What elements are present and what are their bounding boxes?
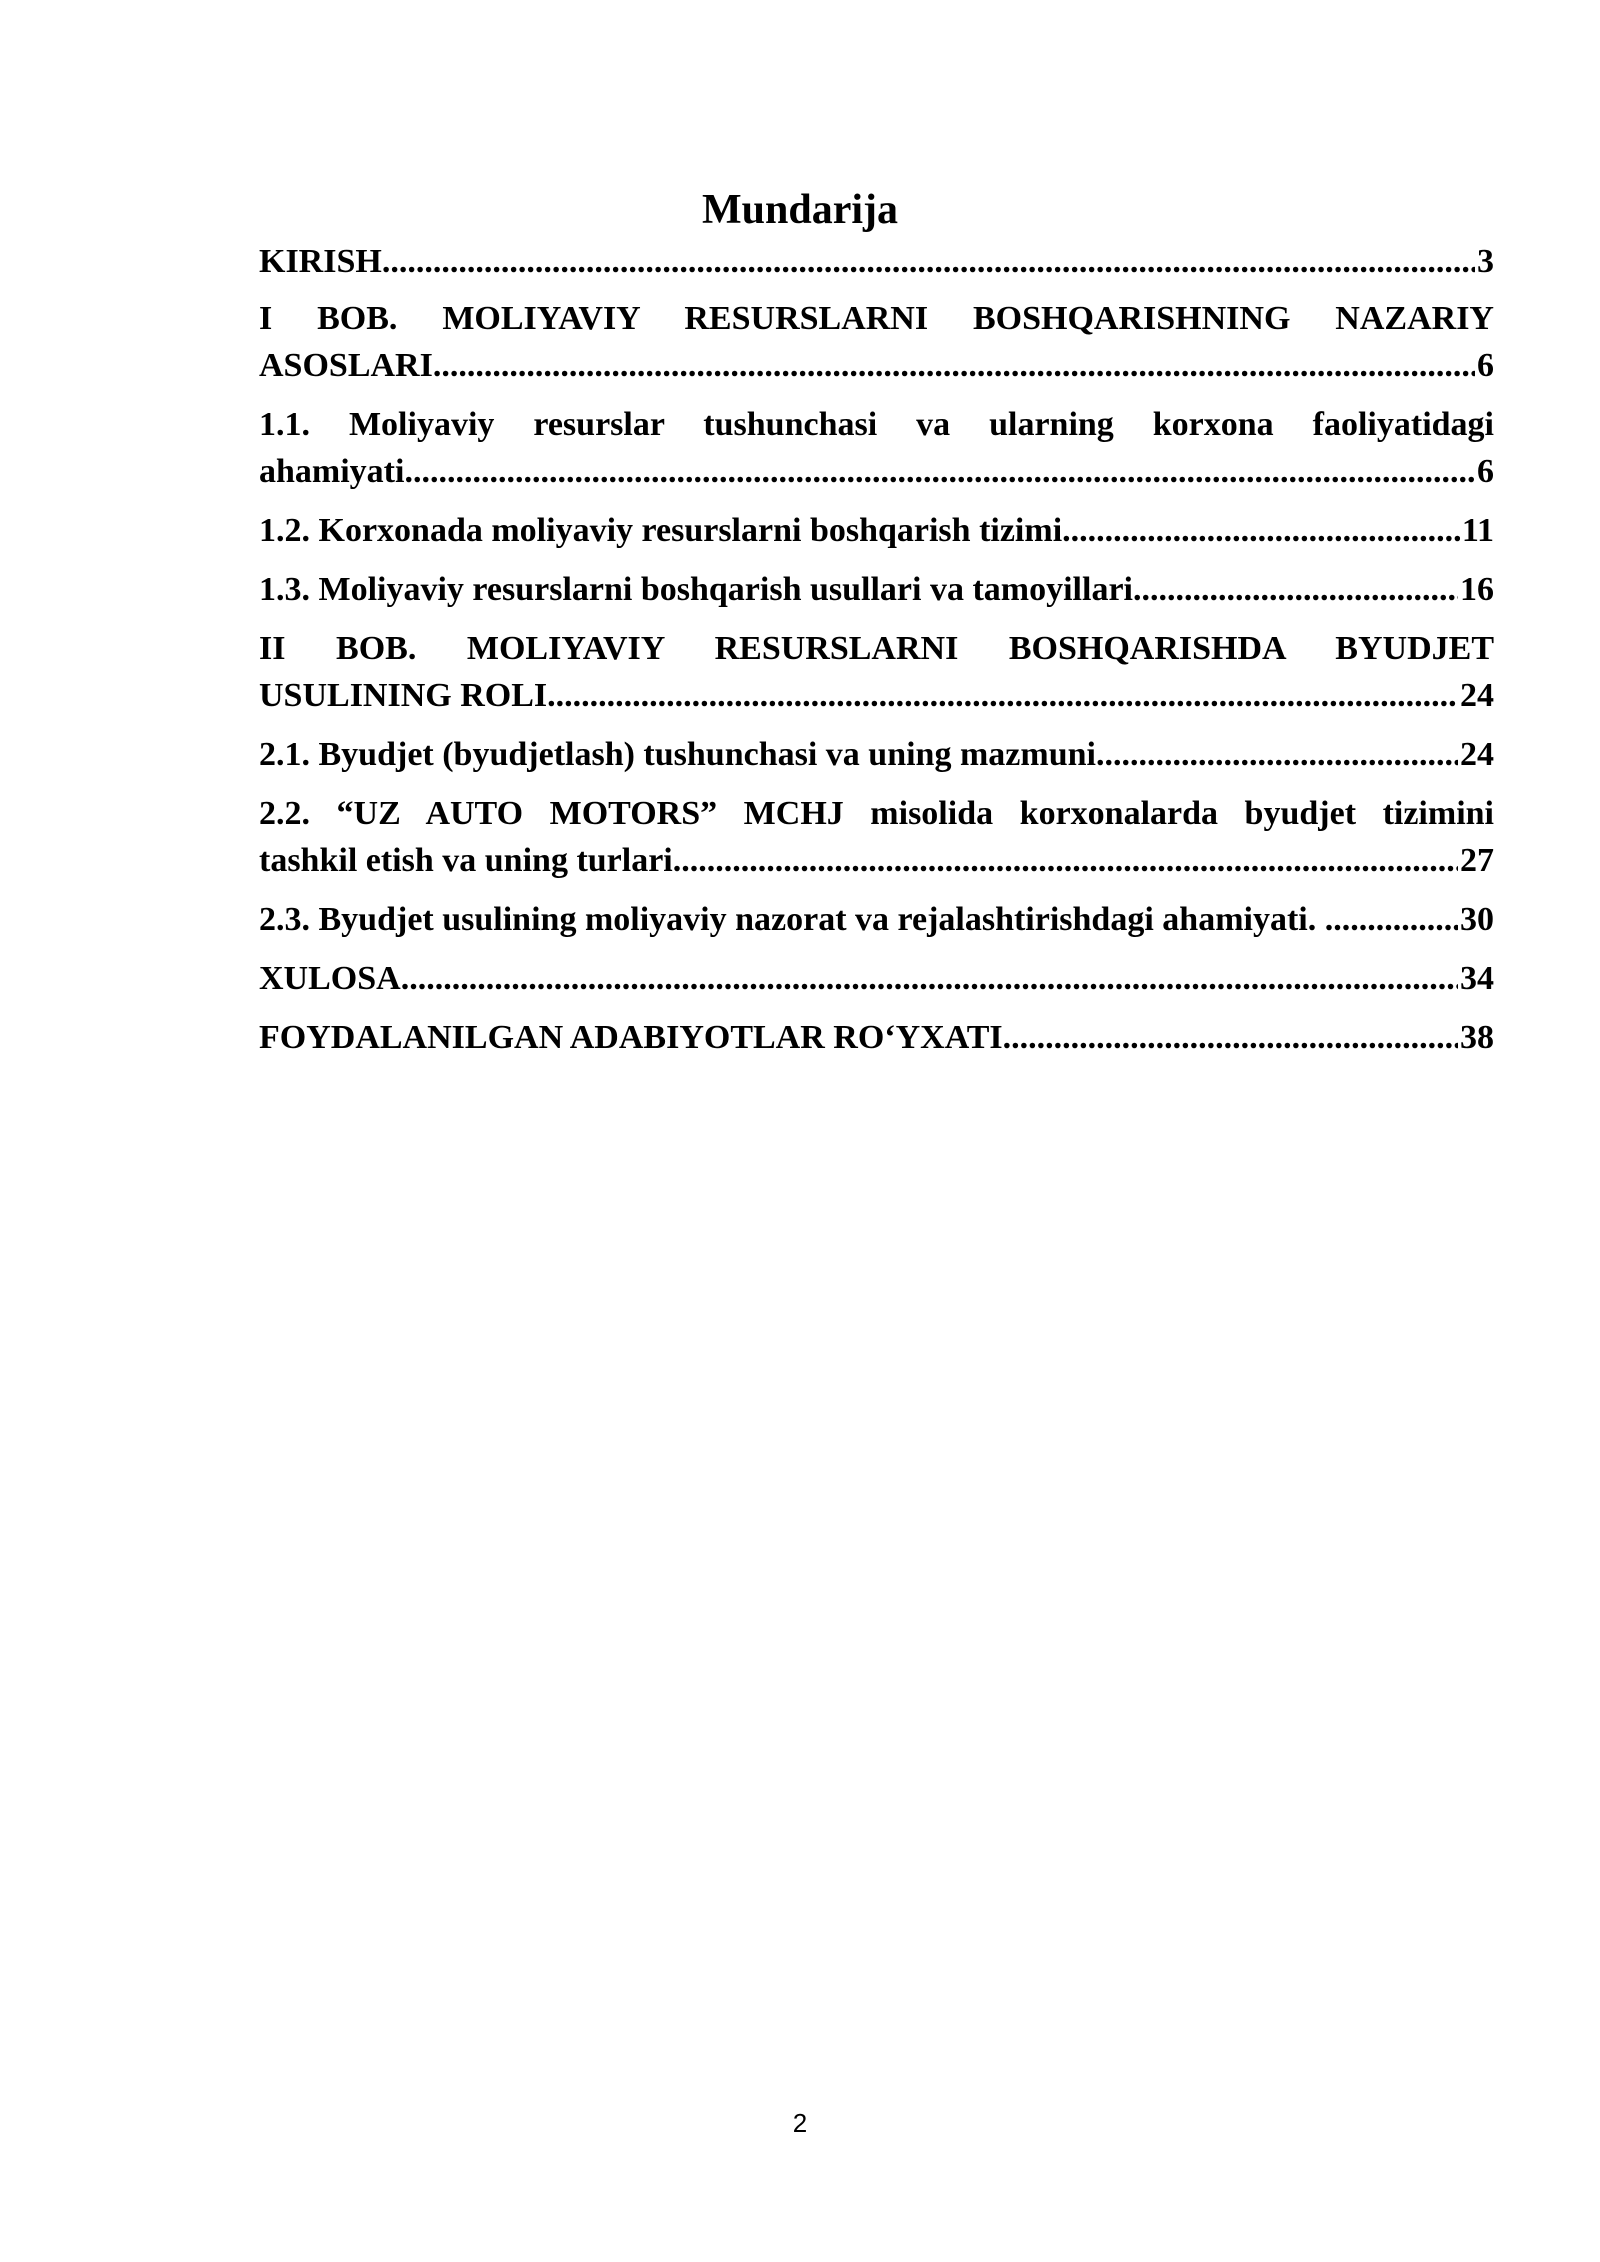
toc-entry-1-1[interactable] xyxy=(259,401,1494,495)
dot-leader xyxy=(401,955,1458,1002)
toc-page-number: 30 xyxy=(1460,901,1494,938)
dot-leader xyxy=(404,448,1475,495)
toc-entry-chapter-1[interactable] xyxy=(259,295,1494,389)
toc-entry-text-line: 1.1. Moliyaviy resurslar tushunchasi va ularning korxona faoliyatidagi xyxy=(259,406,1494,443)
toc-entry-text: ASOSLARI xyxy=(259,347,433,384)
toc-page-number: 24 xyxy=(1460,736,1494,773)
toc-entry-xulosa[interactable] xyxy=(259,955,1494,1002)
toc-entry-text: 1.3. Moliyaviy resurslarni boshqarish usullari va tamoyillari xyxy=(259,571,1133,608)
toc-entry-2-3[interactable] xyxy=(259,896,1494,943)
toc-entry-1-3[interactable] xyxy=(259,566,1494,613)
dot-leader xyxy=(1325,896,1458,943)
toc-entry-text-line: II BOB. MOLIYAVIY RESURSLARNI BOSHQARISHDA BYUDJET xyxy=(259,630,1494,667)
toc-page-number: 3 xyxy=(1477,243,1494,280)
toc-page-number: 27 xyxy=(1460,842,1494,879)
toc-entry-text: XULOSA xyxy=(259,960,401,997)
toc-entry-1-2[interactable] xyxy=(259,507,1494,554)
table-of-contents xyxy=(259,238,1494,1073)
toc-page-number: 11 xyxy=(1461,512,1494,549)
toc-entry-text: ahamiyati xyxy=(259,453,405,490)
toc-entry-bibliography[interactable] xyxy=(259,1014,1494,1061)
dot-leader xyxy=(1133,566,1458,613)
toc-entry-text-line: I BOB. MOLIYAVIY RESURSLARNI BOSHQARISHNING NAZARIY xyxy=(259,300,1494,337)
toc-entry-text: USULINING ROLI xyxy=(259,677,548,714)
toc-entry-text: KIRISH xyxy=(259,243,382,280)
page-number: 2 xyxy=(792,2108,808,2138)
dot-leader xyxy=(673,837,1458,884)
dot-leader xyxy=(433,342,1475,389)
toc-title: Mundarija xyxy=(701,187,898,233)
dot-leader xyxy=(1096,731,1458,778)
toc-page-number: 6 xyxy=(1477,347,1494,384)
dot-leader xyxy=(1003,1014,1458,1061)
toc-entry-chapter-2[interactable] xyxy=(259,625,1494,719)
toc-entry-2-2[interactable] xyxy=(259,790,1494,884)
dot-leader xyxy=(547,672,1458,719)
toc-page-number: 24 xyxy=(1460,677,1494,714)
toc-entry-text: 1.2. Korxonada moliyaviy resurslarni boshqarish tizimi xyxy=(259,512,1063,549)
toc-page-number: 38 xyxy=(1460,1019,1494,1056)
dot-leader xyxy=(1062,507,1460,554)
toc-entry-2-1[interactable] xyxy=(259,731,1494,778)
toc-entry-text: 2.1. Byudjet (byudjetlash) tushunchasi va uning mazmuni xyxy=(259,736,1096,773)
dot-leader xyxy=(382,238,1475,285)
toc-page-number: 6 xyxy=(1477,453,1494,490)
toc-entry-text: FOYDALANILGAN ADABIYOTLAR RO‘YXATI xyxy=(259,1019,1003,1056)
toc-entry-text: tashkil etish va uning turlari xyxy=(259,842,673,879)
toc-page-number: 34 xyxy=(1460,960,1494,997)
toc-entry-text: 2.3. Byudjet usulining moliyaviy nazorat va rejalashtirishdagi ahamiyati. xyxy=(259,901,1325,938)
toc-page-number: 16 xyxy=(1460,571,1494,608)
toc-entry-text-line: 2.2. “UZ AUTO MOTORS” MCHJ misolida korxonalarda byudjet tizimini xyxy=(259,795,1494,832)
toc-entry-kirish[interactable] xyxy=(259,238,1494,285)
